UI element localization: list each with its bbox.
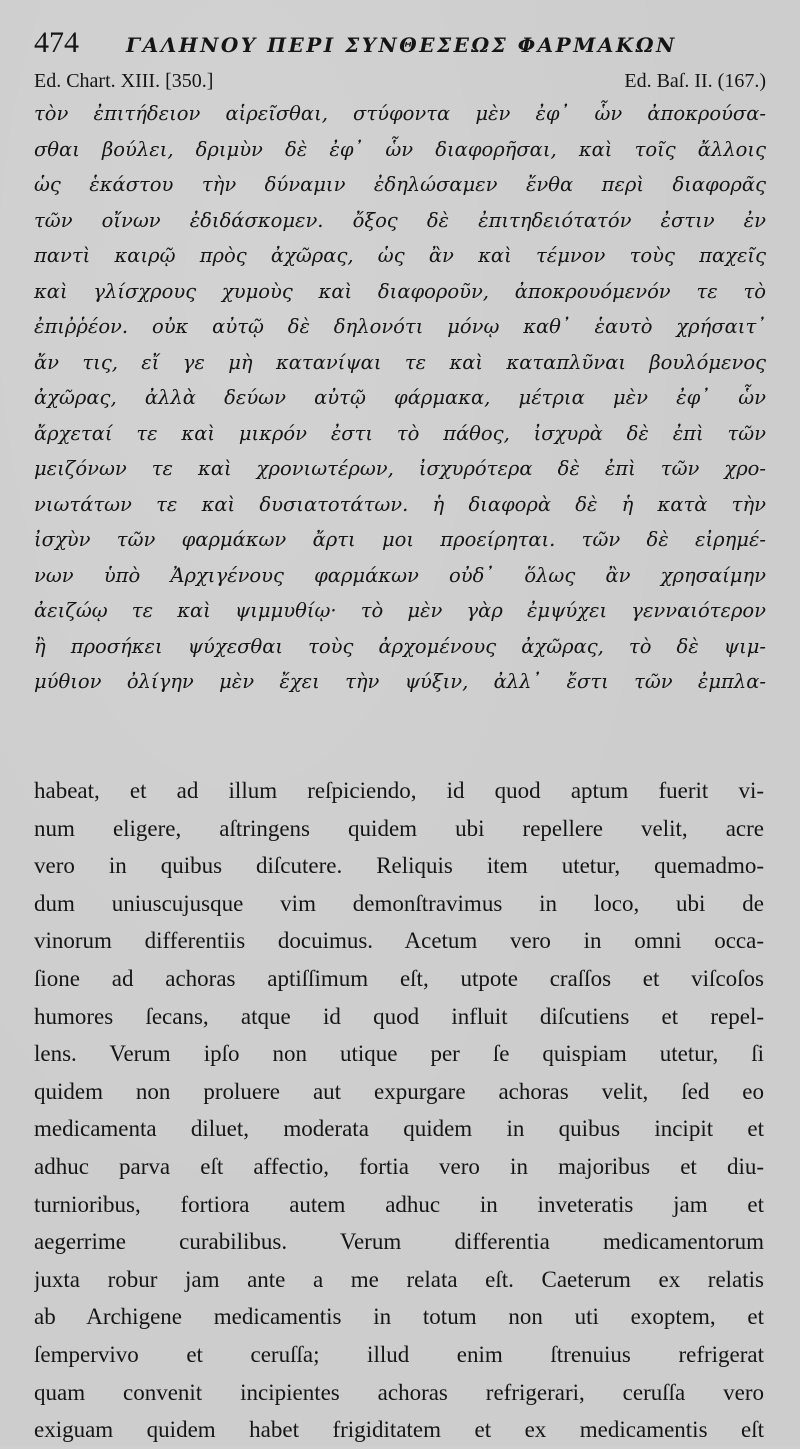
latin-text-line: vero in quibus diſcutere. Reliquis item utetur, quemadmo- [34,853,764,879]
greek-text-line: ἄν τις, εἴ γε μὴ κατανίψαι τε καὶ καταπλῦναι βουλόμενος [34,350,766,374]
latin-text-line: quam convenit incipientes achoras refrigerari, ceruſſa vero [34,1379,764,1405]
latin-text-line: adhuc parva eſt affectio, fortia vero in majoribus et diu- [34,1153,764,1179]
latin-text-line: lens. Verum ipſo non utique per ſe quispiam utetur, ſi [34,1041,764,1067]
greek-text-block [34,96,766,700]
latin-text-line: medicamenta diluet, moderata quidem in quibus incipit et [34,1116,764,1142]
greek-text-line: σθαι βούλει, δριμὺν δὲ ἐφ᾽ ὧν διαφορῆσαι, καὶ τοῖς ἄλλοις [34,137,766,161]
latin-text-line: vinorum differentiis docuimus. Acetum vero in omni occa- [34,928,764,954]
greek-text-line: μειζόνων τε καὶ χρονιωτέρων, ἰσχυρότερα δὲ ἐπὶ τῶν χρο- [34,457,766,480]
latin-text-line: juxta robur jam ante a me relata eſt. Caeterum ex relatis [34,1266,764,1292]
greek-text-line: ἄρχεταί τε καὶ μικρόν ἐστι τὸ πάθος, ἰσχυρὰ δὲ ἐπὶ τῶν [34,421,766,445]
latin-text-line: dum uniuscujusque vim demonſtravimus in loco, ubi de [34,890,764,916]
latin-text-line: ab Archigene medicamentis in totum non uti exoptem, et [34,1304,764,1330]
greek-text-line: νων ὑπὸ Ἀρχιγένους φαρμάκων οὐδ᾽ ὅλως ἂν χρησαίμην [34,563,766,587]
greek-text-line: ἢ προσήκει ψύχεσθαι τοὺς ἀρχομένους ἀχῶρας, τὸ δὲ ψιμ- [34,634,766,658]
latin-text-line: aegerrime curabilibus. Verum differentia medicamentorum [34,1229,764,1255]
greek-text-line: ἐπιῤῥέον. οὐκ αὐτῷ δὲ δηλονότι μόνῳ καθ᾽ ἑαυτὸ χρήσαιτ᾽ [34,315,766,338]
running-title: ΓΑΛΗΝΟΥ ΠΕΡΙ ΣΥΝΘΕΣΕΩΣ ΦΑΡΜΑΚΩΝ [126,33,677,57]
greek-text-line: ἰσχὺν τῶν φαρμάκων ἄρτι μοι προείρηται. τῶν δὲ εἰρημέ- [34,528,766,551]
latin-text-block [34,772,764,1449]
latin-text-line: ſione ad achoras aptiſſimum eſt, utpote craſſos et viſcoſos [34,965,764,991]
page-number: 474 [34,26,79,59]
latin-text-line: num eligere, aſtringens quidem ubi repellere velit, acre [34,815,764,841]
latin-text-line: exiguam quidem habet frigiditatem et ex medicamentis eſt [34,1417,764,1443]
greek-text-line: ἀειζώῳ τε καὶ ψιμμυθίῳ· τὸ μὲν γὰρ ἐμψύχει γενναιότερον [34,599,766,622]
latin-text-line: habeat, et ad illum reſpiciendo, id quod aptum fuerit vi- [34,778,764,803]
greek-text-line: καὶ γλίσχρους χυμοὺς καὶ διαφοροῦν, ἀποκρουόμενόν τε τὸ [34,279,766,303]
greek-text-line: τῶν οἴνων ἐδιδάσκομεν. ὄξος δὲ ἐπιτηδειότατόν ἐστιν ἐν [34,208,766,232]
latin-text-line: ſempervivo et ceruſſa; illud enim ſtrenuius refrigerat [34,1341,764,1367]
latin-text-line: turnioribus, fortiora autem adhuc in inveteratis jam et [34,1191,764,1217]
edition-reference-line [34,66,766,96]
edition-reference-left: Ed. Chart. XIII. [350.] [34,70,214,92]
latin-text-line: humores ſecans, atque id quod influit diſcutiens et repel- [34,1003,764,1029]
greek-text-line: ἀχῶρας, ἀλλὰ δεύων αὐτῷ φάρμακα, μέτρια μὲν ἐφ᾽ ὧν [34,386,766,409]
greek-text-line: παντὶ καιρῷ πρὸς ἀχῶρας, ὡς ἂν καὶ τέμνον τοὺς παχεῖς [34,244,766,267]
running-head [34,26,766,66]
greek-text-line: ὡς ἑκάστου τὴν δύναμιν ἐδηλώσαμεν ἔνθα περὶ διαφορᾶς [34,173,766,196]
edition-reference-right: Ed. Baſ. II. (167.) [624,70,766,92]
greek-text-line: νιωτάτων τε καὶ δυσιατοτάτων. ἡ διαφορὰ δὲ ἡ κατὰ τὴν [34,492,766,516]
latin-text-line: quidem non proluere aut expurgare achoras velit, ſed eo [34,1078,764,1104]
greek-text-line: μύθιον ὀλίγην μὲν ἔχει τὴν ψύξιν, ἀλλ᾽ ἔστι τῶν ἐμπλα- [34,670,766,693]
greek-text-line: τὸν ἐπιτήδειον αἱρεῖσθαι, στύφοντα μὲν ἐφ᾽ ὧν ἀποκρούσα- [34,102,766,125]
